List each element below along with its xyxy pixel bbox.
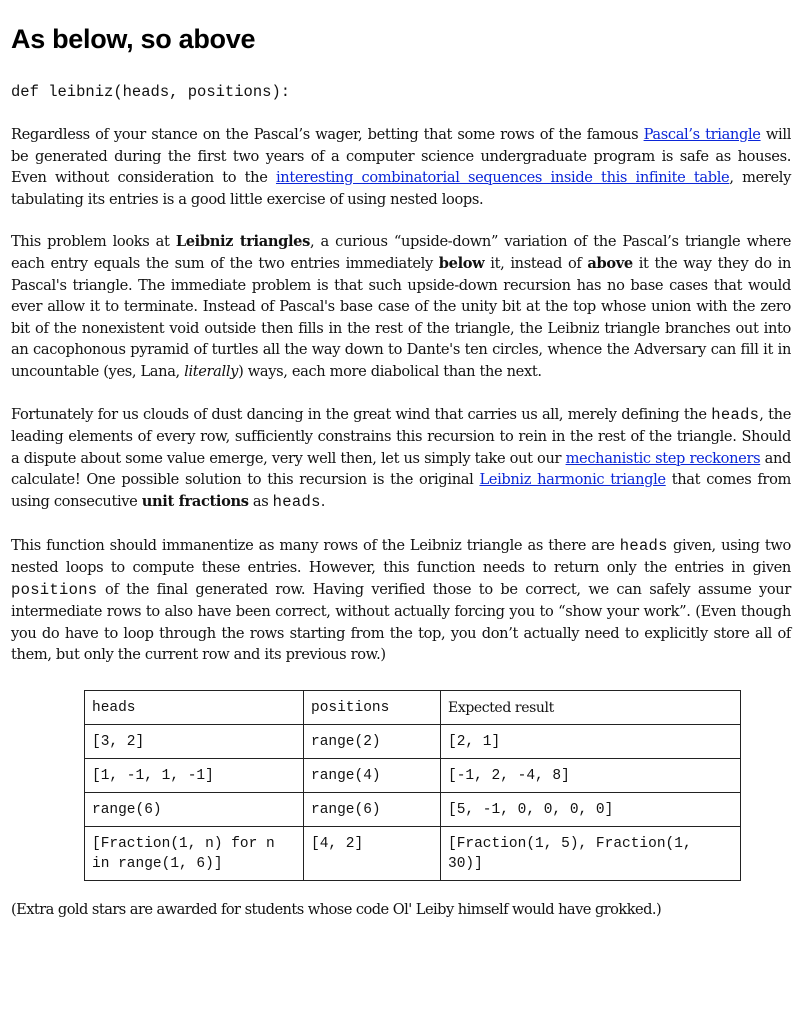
cell-positions: range(6) [304, 793, 441, 827]
function-signature: def leibniz(heads, positions): [11, 83, 291, 101]
column-header-heads: heads [85, 691, 304, 725]
cell-expected-result: [Fraction(1, 5), Fraction(1, 30)] [441, 827, 741, 881]
inline-code-positions: positions [11, 580, 98, 599]
text-run: as [248, 492, 273, 510]
text-run: ) ways, each more diabolical than the next. [238, 362, 542, 380]
table-row [85, 759, 741, 793]
text-run: of the final generated row. Having verified those to be correct, we can safely assume your intermediate rows to also have been correct, without actually forcing you to “show your work”. (Even though you do have to loop through the rows starting from the top, you don’t actually need to explicitly store all of them, but only the current row and its previous row.) [11, 580, 791, 664]
text-run: Fortunately for us clouds of dust dancing in the great wind that carries us all, merely defining the [11, 405, 712, 423]
table-row [85, 725, 741, 759]
intro-paragraph [11, 124, 791, 210]
text-run: that comes from using consecutive [11, 471, 791, 510]
pascals-triangle-link[interactable]: Pascal’s triangle [643, 126, 761, 143]
text-run: and calculate! One possible solution to this recursion is the original [11, 449, 792, 489]
text-run: . [320, 492, 325, 510]
leibniz-harmonic-triangle-link[interactable]: Leibniz harmonic triangle [479, 471, 666, 489]
cell-positions: [4, 2] [304, 827, 441, 881]
heads-explanation-paragraph [11, 404, 791, 514]
cell-expected-result: [5, -1, 0, 0, 0, 0] [441, 793, 741, 827]
text-run: it the way they do in Pascal's triangle. The immediate problem is that such upside-down recursion has no base cases that would ever allow it to terminate. Instead of Pascal's base case of the unity bit at the top whose union with the zero bit of the nonexistent void outside then fills in the rest of the triangle, the Leibniz triangle branches out into an cacophonous pyramid of turtles all the way down to Dante's ten circles, whence the Adversary can fill it in uncountable (yes, Lana, [11, 254, 792, 380]
combinatorial-sequences-link[interactable]: interesting combinatorial sequences inside this infinite table [275, 169, 730, 187]
page-title: As below, so above [11, 24, 256, 54]
bold-term-unit-fractions: unit fractions [141, 492, 249, 510]
cell-expected-result: [-1, 2, -4, 8] [441, 759, 741, 793]
text-run: it, instead of [484, 254, 588, 272]
cell-heads: [3, 2] [85, 725, 304, 759]
cell-heads: [1, -1, 1, -1] [85, 759, 304, 793]
bold-term-leibniz-triangles: Leibniz triangles [175, 233, 310, 251]
bold-term-above: above [587, 254, 633, 272]
table-row [85, 827, 741, 881]
text-run: This problem looks at [11, 233, 176, 251]
inline-code-heads: heads [711, 405, 760, 424]
text-run: This function should immanentize as many rows of the Leibniz triangle as there are [11, 536, 620, 554]
cell-heads: range(6) [85, 793, 304, 827]
italic-term-literally: literally [184, 362, 239, 380]
text-run: Regardless of your stance on the Pascal’s wager, betting that some rows of the famous [11, 126, 644, 143]
column-header-positions: positions [304, 691, 441, 725]
text-run: given, using two nested loops to compute these entries. However, this function needs to return only the entries in given [11, 536, 791, 577]
footer-note: (Extra gold stars are awarded for students whose code Ol' Leiby himself would have grokked.) [11, 901, 662, 919]
function-requirements-paragraph [11, 535, 791, 667]
step-reckoners-link[interactable]: mechanistic step reckoners [565, 449, 761, 467]
text-run: , merely tabulating its entries is a good little exercise of using nested loops. [11, 169, 792, 208]
cell-positions: range(2) [304, 725, 441, 759]
text-run: will be generated during the first two years of a computer science undergraduate program is safe as houses. Even without consideration to the [11, 126, 792, 187]
examples-table [84, 690, 741, 881]
column-header-expected-result: Expected result [441, 691, 741, 725]
cell-expected-result: [2, 1] [441, 725, 741, 759]
cell-heads: [Fraction(1, n) for n in range(1, 6)] [85, 827, 304, 881]
bold-term-below: below [438, 254, 485, 272]
table-header-row [85, 691, 741, 725]
inline-code-heads: heads [619, 536, 668, 555]
table-row [85, 793, 741, 827]
cell-positions: range(4) [304, 759, 441, 793]
text-run: , the leading elements of every row, sufficiently constrains this recursion to rein in the rest of the triangle. Should a dispute about some value emerge, very well then, let us simply take out our [11, 405, 791, 467]
leibniz-description-paragraph [11, 231, 791, 382]
text-run: , a curious “upside-down” variation of the Pascal’s triangle where each entry equals the sum of the two entries immediately [11, 233, 792, 272]
inline-code-heads: heads [272, 492, 321, 511]
